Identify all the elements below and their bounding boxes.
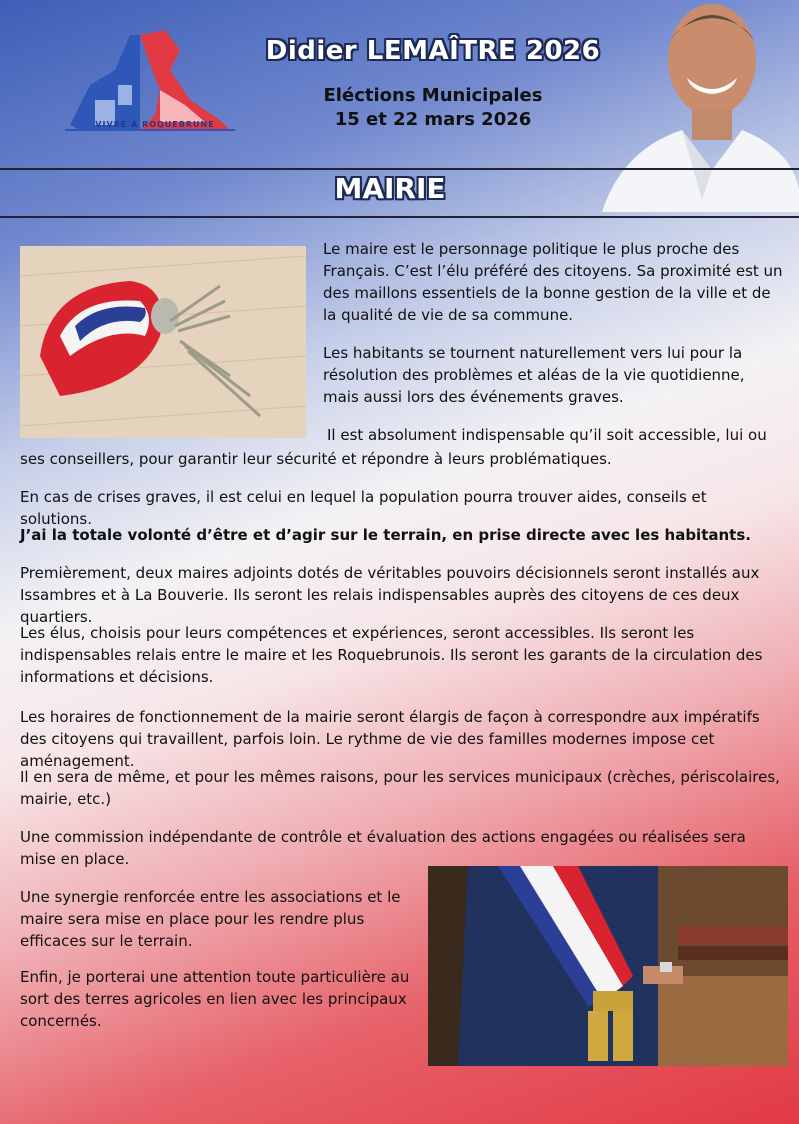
paragraph-8: Les horaires de fonctionnement de la mairie seront élargis de façon à correspondre aux impératifs des citoyens qui travaillent, parfois loin. Le rythme de vie des familles modernes impose cet aménagement. [20,708,760,770]
paragraph-12: Enfin, je porterai une attention toute particulière au sort des terres agricoles en lien avec les principaux concernés. [20,968,410,1030]
logo-caption: VIVRE À ROQUEBRUNE [95,120,215,129]
paragraph-11: Une synergie renforcée entre les associations et le maire sera mise en place pour les rendre plus efficaces sur le terrain. [20,888,401,950]
tricolor-sash-photo [20,246,306,438]
section-title: MAIRIE [334,172,446,205]
election-subtitle [258,84,608,132]
paragraph-6: Premièrement, deux maires adjoints dotés de véritables pouvoirs décisionnels seront installés aux Issambres et à La Bouverie. Ils seront les relais indispensables auprès des citoyens de ces deux quartiers. [20,564,760,626]
election-name: Eléctions Municipales [323,85,543,106]
paragraph-2: Les habitants se tournent naturellement vers lui pour la résolution des problèmes et aléas de la vie quotidienne, mais aussi lors des événements graves. [323,344,745,406]
vivre-a-roquebrune-logo [60,30,240,150]
paragraph-3-line1: Il est absolument indispensable qu’il soit accessible, lui ou [327,426,767,444]
page-title: Didier LEMAÎTRE 2026 [265,36,601,66]
election-dates: 15 et 22 mars 2026 [334,109,532,130]
paragraph-4: En cas de crises graves, il est celui en lequel la population pourra trouver aides, conseils et solutions. [20,488,707,528]
paragraph-5-commitment: J’ai la totale volonté d’être et d’agir sur le terrain, en prise directe avec les habitants. [20,526,751,544]
paragraph-10: Une commission indépendante de contrôle et évaluation des actions engagées ou réalisées sera mise en place. [20,828,746,868]
mayor-with-sash-photo [428,866,788,1066]
paragraph-1: Le maire est le personnage politique le plus proche des Français. C’est l’élu préféré des citoyens. Sa proximité est un des maillons essentiels de la bonne gestion de la ville et de la qualité de vie de sa commune. [323,240,783,324]
header [0,0,799,168]
paragraph-7: Les élus, choisis pour leurs compétences et expériences, seront accessibles. Ils seront les indispensables relais entre le maire et les Roquebrunois. Ils seront les garants de la circulation des informations et décisions. [20,624,763,686]
paragraph-3-line2: ses conseillers, pour garantir leur sécurité et répondre à leurs problématiques. [20,450,612,468]
paragraph-9: Il en sera de même, et pour les mêmes raisons, pour les services municipaux (crèches, périscolaires, mairie, etc.) [20,768,780,808]
